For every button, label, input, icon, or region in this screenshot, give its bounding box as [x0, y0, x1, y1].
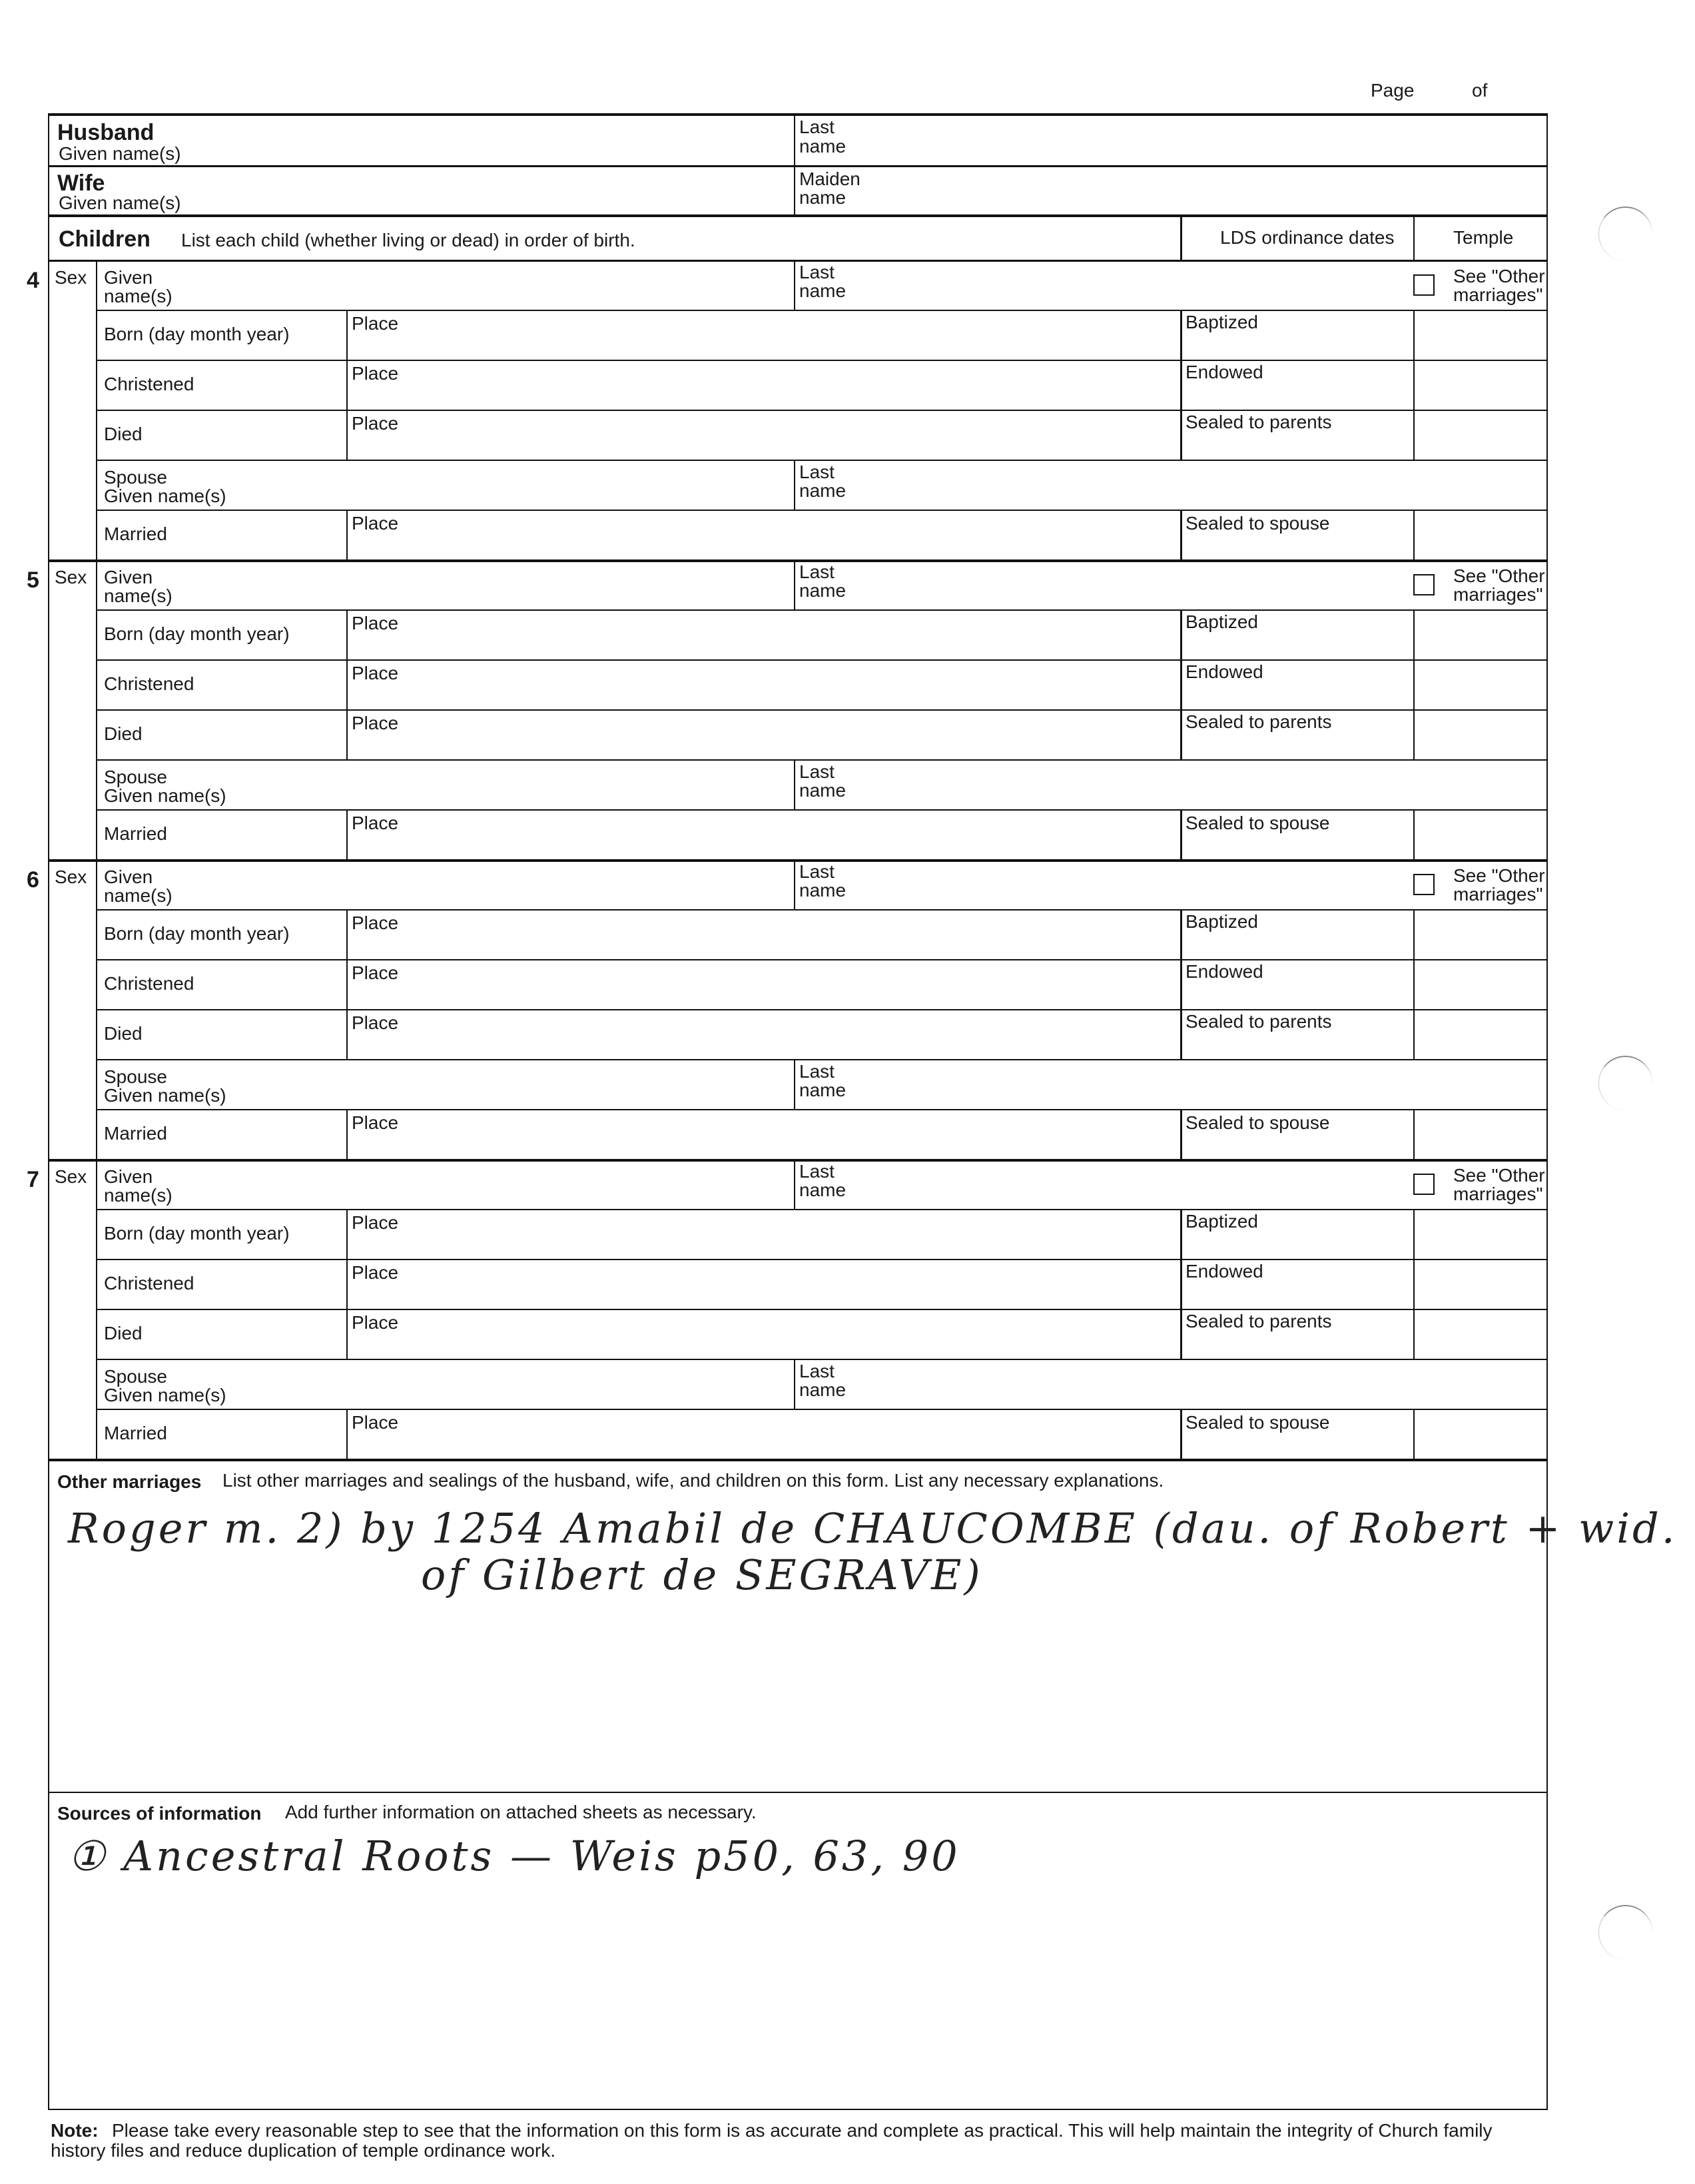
christened-date-field[interactable] — [248, 962, 341, 1006]
rule-line — [1413, 410, 1415, 460]
sealed-parents-date-field[interactable] — [1184, 733, 1409, 757]
endowed-label: Endowed — [1186, 661, 1263, 682]
baptized-label: Baptized — [1186, 1211, 1258, 1232]
married-label: Married — [104, 823, 167, 844]
baptized-date-field[interactable] — [1184, 1233, 1409, 1256]
given-name-field[interactable] — [228, 262, 787, 308]
born-place-field[interactable] — [401, 1212, 1174, 1256]
note-title: Note: — [51, 2120, 99, 2141]
sex-field[interactable] — [99, 1162, 232, 1208]
died-label: Died — [104, 723, 143, 744]
endowed-temple-field[interactable] — [1416, 662, 1544, 707]
rule-line — [1413, 1259, 1415, 1309]
married-label: Married — [104, 1423, 167, 1443]
place-label: Place — [352, 713, 399, 733]
last-label: Last — [799, 861, 835, 882]
rule-line — [346, 1309, 348, 1359]
spouse-last-label: Last — [799, 462, 835, 482]
sealed-to-spouse-date-field[interactable] — [1184, 534, 1409, 557]
rule-line — [346, 909, 348, 959]
rule-line — [346, 1209, 348, 1259]
given-name-field[interactable] — [228, 562, 787, 608]
married-place-field[interactable] — [401, 1112, 1174, 1156]
born-date-field[interactable] — [248, 912, 341, 956]
spouse-given-label: Given name(s) — [104, 486, 226, 506]
last-name-field[interactable] — [797, 902, 1396, 907]
rule-line — [1180, 809, 1182, 859]
rule-line — [1413, 709, 1415, 759]
rule-line — [96, 709, 1548, 711]
wife-maiden-label: Maiden — [799, 169, 860, 189]
last-name-field[interactable] — [797, 302, 1396, 308]
christened-place-field[interactable] — [401, 362, 1174, 407]
baptized-label: Baptized — [1186, 312, 1258, 332]
rule-line — [346, 410, 348, 460]
last-name-label: name — [799, 1180, 847, 1200]
spouse-given-label: Given name(s) — [104, 1085, 226, 1106]
see-other-label: marriages" — [1453, 284, 1543, 305]
given-label: Given — [104, 1166, 153, 1187]
sealed-to-spouse-date-field[interactable] — [1184, 1433, 1409, 1456]
rule-line — [794, 260, 795, 310]
died-label: Died — [104, 1323, 143, 1343]
rule-line — [1413, 1409, 1415, 1459]
wife-given-name-field[interactable] — [328, 168, 787, 213]
endowed-temple-field[interactable] — [1416, 1262, 1544, 1306]
endowed-date-field[interactable] — [1184, 683, 1409, 707]
other-marriages-handwriting-line1: Roger m. 2) by 1254 Amabil de CHAUCOMBE (dau. of Robert + wid. — [68, 1504, 1678, 1553]
rule-line — [346, 360, 348, 410]
given-name-label: name(s) — [104, 585, 172, 606]
christened-label: Christened — [104, 973, 194, 994]
see-other-label: marriages" — [1453, 584, 1543, 605]
baptized-date-field[interactable] — [1184, 633, 1409, 657]
baptized-date-field[interactable] — [1184, 334, 1409, 357]
spouse-last-name-label: name — [799, 780, 847, 801]
binder-hole — [1598, 206, 1652, 261]
married-place-field[interactable] — [401, 1411, 1174, 1456]
endowed-date-field[interactable] — [1184, 1283, 1409, 1306]
spouse-given-name-field[interactable] — [328, 1361, 787, 1406]
rule-line — [96, 759, 1548, 761]
rule-line — [1413, 659, 1415, 709]
last-label: Last — [799, 1161, 835, 1182]
place-label: Place — [352, 1012, 399, 1033]
sealed-parents-date-field[interactable] — [1184, 1033, 1409, 1056]
other-marriages-instruction: List other marriages and sealings of the husband, wife, and children on this form. List any necessary explanations. — [222, 1470, 1164, 1491]
rule-line — [346, 1409, 348, 1459]
rule-line — [96, 809, 1548, 811]
rule-line — [346, 1009, 348, 1059]
born-label: Born (day month year) — [104, 623, 290, 644]
given-name-field[interactable] — [228, 1162, 787, 1208]
spouse-last-name-label: name — [799, 1080, 847, 1100]
place-label: Place — [352, 1262, 399, 1283]
children-instruction: List each child (whether living or dead) in order of birth. — [181, 230, 635, 250]
spouse-label: Spouse — [104, 1366, 167, 1387]
given-name-label: name(s) — [104, 286, 172, 306]
rule-line — [96, 1409, 1548, 1410]
rule-line — [794, 759, 795, 809]
other-marriages-checkbox[interactable] — [1413, 574, 1435, 595]
sealed-to-spouse-temple-field[interactable] — [1416, 1411, 1544, 1456]
died-place-field[interactable] — [401, 1311, 1174, 1356]
endowed-label: Endowed — [1186, 1261, 1263, 1281]
place-label: Place — [352, 513, 399, 534]
died-date-field[interactable] — [248, 712, 341, 757]
endowed-label: Endowed — [1186, 961, 1263, 982]
rule-line — [346, 310, 348, 360]
given-label: Given — [104, 567, 153, 587]
last-name-label: name — [799, 580, 847, 601]
rule-line — [1413, 609, 1415, 659]
spouse-last-name-field[interactable] — [887, 1062, 1540, 1106]
see-other-label: See "Other — [1453, 565, 1545, 586]
rule-line — [1180, 510, 1182, 559]
wife-title: Wife — [57, 171, 105, 196]
given-name-label: name(s) — [104, 1185, 172, 1206]
baptized-temple-field[interactable] — [1416, 612, 1544, 657]
christened-place-field[interactable] — [401, 962, 1174, 1006]
see-other-label: marriages" — [1453, 884, 1543, 905]
rule-line — [346, 809, 348, 859]
rule-line — [1180, 1259, 1182, 1309]
married-label: Married — [104, 1123, 167, 1144]
rule-line — [1413, 1209, 1415, 1259]
married-place-field[interactable] — [401, 812, 1174, 857]
rule-line — [96, 1059, 1548, 1060]
rule-line — [48, 1459, 1548, 1461]
last-name-field[interactable] — [797, 602, 1396, 607]
rule-line — [96, 1109, 1548, 1110]
died-date-field[interactable] — [248, 412, 341, 457]
given-label: Given — [104, 867, 153, 887]
sealed-parents-label: Sealed to parents — [1186, 1311, 1332, 1331]
other-marriages-title: Other marriages — [57, 1471, 202, 1492]
rule-line — [1180, 1009, 1182, 1059]
wife-given-label: Given name(s) — [59, 192, 181, 213]
sealed-parents-label: Sealed to parents — [1186, 412, 1332, 432]
rule-line — [96, 1359, 1548, 1360]
sex-field[interactable] — [99, 862, 232, 908]
rule-line — [1413, 510, 1415, 559]
rule-line — [96, 460, 1548, 461]
sealed-parents-date-field[interactable] — [1184, 434, 1409, 457]
rule-line — [1413, 809, 1415, 859]
rule-line — [1180, 1309, 1182, 1359]
spouse-last-name-label: name — [799, 1379, 847, 1400]
sealed-to-spouse-label: Sealed to spouse — [1186, 513, 1330, 534]
married-label: Married — [104, 524, 167, 544]
child-number: 4 — [27, 268, 39, 293]
wife-name-label: name — [799, 187, 847, 208]
born-place-field[interactable] — [401, 912, 1174, 956]
rule-line — [96, 659, 1548, 661]
rule-line — [1413, 310, 1415, 360]
last-label: Last — [799, 262, 835, 282]
married-date-field[interactable] — [248, 1112, 341, 1156]
rule-line — [1180, 959, 1182, 1009]
place-label: Place — [352, 962, 399, 983]
husband-title: Husband — [57, 120, 155, 145]
rule-line — [794, 1059, 795, 1109]
spouse-given-name-field[interactable] — [328, 1062, 787, 1106]
spouse-label: Spouse — [104, 767, 167, 787]
rule-line — [1180, 1409, 1182, 1459]
endowed-temple-field[interactable] — [1416, 362, 1544, 407]
place-label: Place — [352, 1312, 399, 1333]
husband-given-name-field[interactable] — [328, 115, 787, 164]
place-label: Place — [352, 363, 399, 384]
rule-line — [96, 959, 1548, 960]
sealed-parents-label: Sealed to parents — [1186, 711, 1332, 732]
rule-line — [1180, 360, 1182, 410]
rule-line — [1180, 1109, 1182, 1159]
baptized-temple-field[interactable] — [1416, 312, 1544, 357]
rule-line — [346, 709, 348, 759]
rule-line — [96, 1009, 1548, 1010]
spouse-last-name-field[interactable] — [887, 1361, 1540, 1406]
born-label: Born (day month year) — [104, 324, 290, 344]
sealed-parents-temple-field[interactable] — [1416, 712, 1544, 757]
died-date-field[interactable] — [248, 1311, 341, 1356]
child-number: 7 — [27, 1167, 39, 1192]
baptized-label: Baptized — [1186, 611, 1258, 632]
sealed-to-spouse-temple-field[interactable] — [1416, 1112, 1544, 1156]
page-label: Page — [1371, 80, 1415, 101]
rule-line — [1180, 909, 1182, 959]
spouse-label: Spouse — [104, 1066, 167, 1087]
temple-label: Temple — [1453, 227, 1514, 248]
other-marriages-checkbox[interactable] — [1413, 274, 1435, 296]
rule-line — [794, 1159, 795, 1209]
rule-line — [794, 859, 795, 909]
rule-line — [96, 1209, 1548, 1210]
wife-maiden-name-field[interactable] — [797, 168, 1545, 213]
place-label: Place — [352, 613, 399, 633]
spouse-last-name-field[interactable] — [887, 762, 1540, 807]
sealed-to-spouse-label: Sealed to spouse — [1186, 813, 1330, 833]
rule-line — [96, 510, 1548, 511]
spouse-label: Spouse — [104, 467, 167, 488]
born-date-field[interactable] — [248, 612, 341, 657]
sealed-to-spouse-temple-field[interactable] — [1416, 812, 1544, 857]
other-marriages-checkbox[interactable] — [1413, 874, 1435, 895]
christened-place-field[interactable] — [401, 662, 1174, 707]
place-label: Place — [352, 1212, 399, 1233]
rule-line — [1180, 1209, 1182, 1259]
married-date-field[interactable] — [248, 1411, 341, 1456]
given-label: Given — [104, 267, 153, 288]
christened-place-field[interactable] — [401, 1262, 1174, 1306]
rule-line — [96, 410, 1548, 411]
sources-instruction: Add further information on attached sheets as necessary. — [285, 1802, 757, 1822]
died-label: Died — [104, 1023, 143, 1044]
sealed-parents-temple-field[interactable] — [1416, 412, 1544, 457]
rule-line — [1413, 909, 1415, 959]
rule-line — [1413, 959, 1415, 1009]
rule-line — [1413, 1309, 1415, 1359]
other-marriages-field[interactable] — [51, 1499, 1544, 1789]
last-name-label: name — [799, 880, 847, 901]
died-label: Died — [104, 424, 143, 444]
spouse-given-name-field[interactable] — [328, 762, 787, 807]
place-label: Place — [352, 912, 399, 933]
endowed-date-field[interactable] — [1184, 384, 1409, 407]
died-place-field[interactable] — [401, 712, 1174, 757]
died-place-field[interactable] — [401, 1012, 1174, 1056]
rule-line — [346, 959, 348, 1009]
rule-line — [96, 909, 1548, 910]
husband-name-label: name — [799, 136, 847, 157]
married-place-field[interactable] — [401, 512, 1174, 557]
place-label: Place — [352, 813, 399, 833]
last-label: Last — [799, 561, 835, 582]
sealed-parents-label: Sealed to parents — [1186, 1011, 1332, 1032]
spouse-given-label: Given name(s) — [104, 785, 226, 806]
rule-line — [96, 1259, 1548, 1260]
rule-line — [794, 559, 795, 609]
rule-line — [794, 460, 795, 510]
sex-field[interactable] — [99, 262, 232, 308]
given-name-field[interactable] — [228, 862, 787, 908]
binder-hole — [1598, 1056, 1652, 1110]
sex-label: Sex — [55, 267, 87, 288]
christened-date-field[interactable] — [248, 1262, 341, 1306]
other-marriages-handwriting-line2: of Gilbert de SEGRAVE) — [421, 1551, 983, 1599]
baptized-date-field[interactable] — [1184, 933, 1409, 956]
spouse-last-label: Last — [799, 761, 835, 782]
christened-label: Christened — [104, 1273, 194, 1293]
rule-line — [1180, 310, 1182, 360]
sealed-to-spouse-temple-field[interactable] — [1416, 512, 1544, 557]
see-other-label: See "Other — [1453, 266, 1545, 286]
husband-last-name-field[interactable] — [797, 115, 1545, 164]
sex-field[interactable] — [99, 562, 232, 608]
sealed-to-spouse-label: Sealed to spouse — [1186, 1412, 1330, 1433]
other-marriages-checkbox[interactable] — [1413, 1174, 1435, 1195]
given-name-label: name(s) — [104, 885, 172, 906]
rule-line — [1413, 1109, 1415, 1159]
rule-line — [346, 1109, 348, 1159]
christened-date-field[interactable] — [248, 662, 341, 707]
rule-line — [96, 1309, 1548, 1310]
spouse-last-label: Last — [799, 1061, 835, 1082]
see-other-label: See "Other — [1453, 1165, 1545, 1186]
christened-label: Christened — [104, 673, 194, 694]
born-label: Born (day month year) — [104, 1223, 290, 1244]
baptized-temple-field[interactable] — [1416, 1212, 1544, 1256]
endowed-label: Endowed — [1186, 362, 1263, 382]
rule-line — [1180, 709, 1182, 759]
sources-title: Sources of information — [57, 1803, 262, 1824]
rule-line — [1180, 410, 1182, 460]
husband-given-label: Given name(s) — [59, 143, 181, 164]
sealed-parents-temple-field[interactable] — [1416, 1012, 1544, 1056]
sex-label: Sex — [55, 1166, 87, 1187]
born-label: Born (day month year) — [104, 923, 290, 944]
sources-field[interactable] — [51, 1830, 1544, 2106]
endowed-date-field[interactable] — [1184, 983, 1409, 1006]
last-name-field[interactable] — [797, 1202, 1396, 1207]
married-date-field[interactable] — [248, 512, 341, 557]
born-place-field[interactable] — [401, 312, 1174, 357]
family-group-record-form — [27, 113, 1678, 2111]
rule-line — [1180, 659, 1182, 709]
endowed-temple-field[interactable] — [1416, 962, 1544, 1006]
rule-line — [1413, 1009, 1415, 1059]
see-other-label: marriages" — [1453, 1184, 1543, 1204]
born-date-field[interactable] — [248, 312, 341, 357]
place-label: Place — [352, 413, 399, 434]
rule-line — [346, 659, 348, 709]
place-label: Place — [352, 313, 399, 334]
spouse-last-label: Last — [799, 1361, 835, 1381]
christened-date-field[interactable] — [248, 362, 341, 407]
sealed-to-spouse-label: Sealed to spouse — [1186, 1112, 1330, 1133]
baptized-label: Baptized — [1186, 911, 1258, 932]
spouse-last-name-label: name — [799, 480, 847, 501]
rule-line — [96, 609, 1548, 611]
died-date-field[interactable] — [248, 1012, 341, 1056]
rule-line — [1180, 609, 1182, 659]
of-label: of — [1472, 80, 1488, 101]
rule-line — [96, 310, 1548, 311]
sex-label: Sex — [55, 567, 87, 587]
rule-line — [794, 1359, 795, 1409]
see-other-label: See "Other — [1453, 865, 1545, 886]
rule-line — [346, 510, 348, 559]
spouse-given-label: Given name(s) — [104, 1385, 226, 1405]
lds-ordinance-dates-label: LDS ordinance dates — [1220, 227, 1395, 248]
sealed-parents-temple-field[interactable] — [1416, 1311, 1544, 1356]
place-label: Place — [352, 663, 399, 683]
sealed-to-spouse-date-field[interactable] — [1184, 833, 1409, 857]
born-date-field[interactable] — [248, 1212, 341, 1256]
rule-line — [346, 609, 348, 659]
rule-line — [346, 1259, 348, 1309]
husband-last-label: Last — [799, 117, 835, 137]
born-place-field[interactable] — [401, 612, 1174, 657]
sources-handwriting: ① Ancestral Roots — Weis p50, 63, 90 — [68, 1832, 960, 1880]
rule-line — [1413, 360, 1415, 410]
place-label: Place — [352, 1412, 399, 1433]
spouse-given-name-field[interactable] — [328, 462, 787, 507]
sex-label: Sex — [55, 867, 87, 887]
children-title: Children — [59, 226, 151, 252]
baptized-temple-field[interactable] — [1416, 912, 1544, 956]
sealed-parents-date-field[interactable] — [1184, 1333, 1409, 1356]
rule-line — [96, 360, 1548, 361]
child-number: 5 — [27, 567, 39, 593]
last-name-label: name — [799, 280, 847, 301]
spouse-last-name-field[interactable] — [887, 462, 1540, 507]
sealed-to-spouse-date-field[interactable] — [1184, 1133, 1409, 1156]
died-place-field[interactable] — [401, 412, 1174, 457]
christened-label: Christened — [104, 374, 194, 394]
note-text-line2: history files and reduce duplication of temple ordinance work. — [51, 2140, 555, 2161]
binder-hole — [1598, 1905, 1652, 1960]
note-text-line1: Please take every reasonable step to see that the information on this form is as accurate and complete as practical. This will help maintain the integrity of Church family — [112, 2120, 1493, 2141]
married-date-field[interactable] — [248, 812, 341, 857]
place-label: Place — [352, 1112, 399, 1133]
child-number: 6 — [27, 867, 39, 893]
